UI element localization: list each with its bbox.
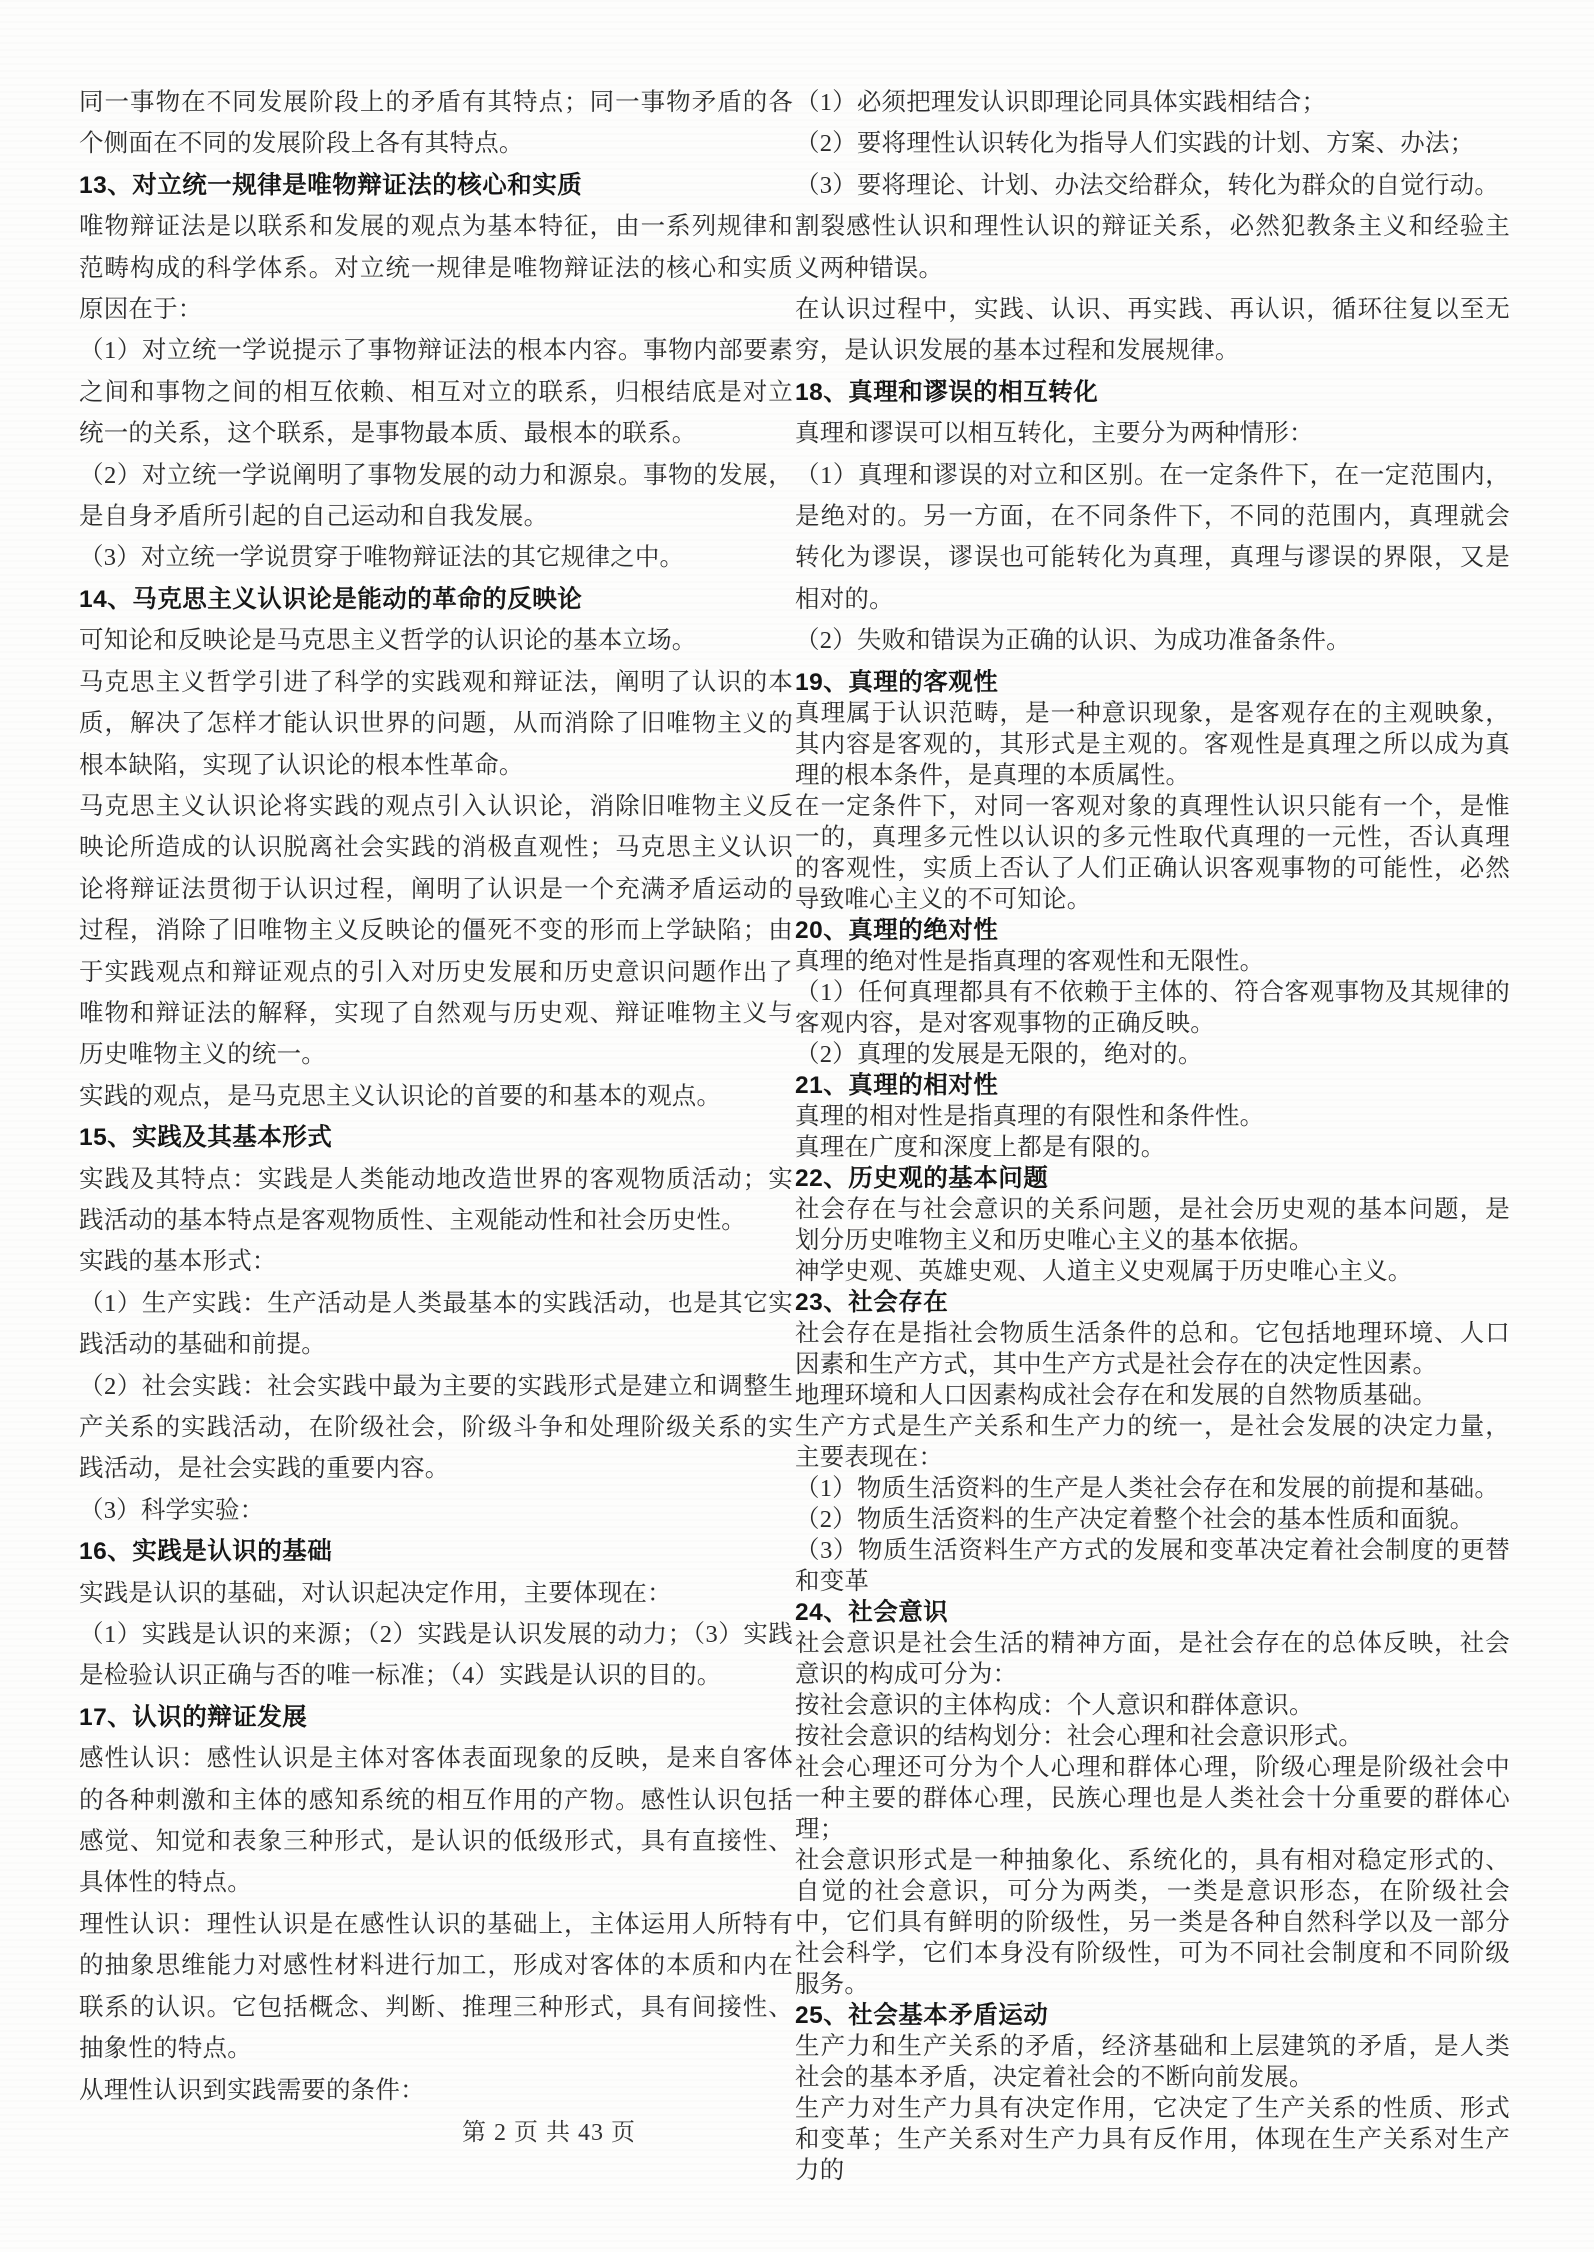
left-column (79, 82, 793, 2111)
paragraph: （3）物质生活资料生产方式的发展和变革决定着社会制度的更替和变革 (795, 1536, 1510, 1595)
paragraph: 感性认识：感性认识是主体对客体表面现象的反映，是来自客体的各种刺激和主体的感知系统的相互作用的产物。感性认识包括感觉、知觉和表象三种形式，是认识的低级形式，具有直接性、具体性的特点。 (79, 1745, 793, 1897)
section-heading: 22、历史观的基本问题 (795, 1164, 1049, 1192)
paragraph: 唯物辩证法是以联系和发展的观点为基本特征，由一系列规律和范畴构成的科学体系。对立统一规律是唯物辩证法的核心和实质原因在于： (79, 213, 793, 324)
paragraph: 社会意识是社会生活的精神方面，是社会存在的总体反映，社会意识的构成可分为： (795, 1629, 1510, 1688)
paragraph: 生产方式是生产关系和生产力的统一，是社会发展的决定力量，主要表现在： (795, 1412, 1510, 1471)
paragraph: 真理的相对性是指真理的有限性和条件性。 (795, 1102, 1265, 1130)
paragraph: 真理的绝对性是指真理的客观性和无限性。 (795, 947, 1265, 975)
paragraph: （1）必须把理发认识即理论同具体实践相结合； (795, 89, 1327, 116)
paragraph: 在一定条件下，对同一客观对象的真理性认识只能有一个，是惟一的，真理多元性以认识的多元性取代真理的一元性，否认真理的客观性，实质上否认了人们正确认识客观事物的可能性，必然导致唯心主义的不可知论。 (795, 792, 1510, 913)
paragraph: （1）对立统一学说提示了事物辩证法的根本内容。事物内部要素之间和事物之间的相互依赖、相互对立的联系，归根结底是对立统一的关系，这个联系，是事物最本质、最根本的联系。 (79, 337, 793, 448)
paragraph: 神学史观、英雄史观、人道主义史观属于历史唯心主义。 (795, 1257, 1413, 1285)
paragraph: （1）生产实践：生产活动是人类最基本的实践活动，也是其它实践活动的基础和前提。 (79, 1289, 793, 1359)
paragraph: （2）真理的发展是无限的，绝对的。 (795, 1040, 1203, 1068)
section-heading: 25、社会基本矛盾运动 (795, 2001, 1049, 2029)
paragraph: 实践的基本形式： (79, 1248, 277, 1276)
paragraph: （1）真理和谬误的对立和区别。在一定条件下，在一定范围内，是绝对的。另一方面，在不同条件下，不同的范围内，真理就会转化为谬误，谬误也可能转化为真理，真理与谬误的界限，又是相对的。 (795, 461, 1510, 613)
section-heading: 24、社会意识 (795, 1598, 949, 1626)
paragraph: 理性认识：理性认识是在感性认识的基础上，主体运用人所特有的抽象思维能力对感性材料进行加工，形成对客体的本质和内在联系的认识。它包括概念、判断、推理三种形式，具有间接性、抽象性的特点。 (79, 1910, 793, 2063)
paragraph: 从理性认识到实践需要的条件： (79, 2076, 425, 2104)
paragraph: （2）要将理性认识转化为指导人们实践的计划、方案、办法； (795, 130, 1475, 158)
paragraph: 实践及其特点：实践是人类能动地改造世界的客观物质活动；实践活动的基本特点是客观物质性、主观能动性和社会历史性。 (79, 1165, 793, 1234)
paragraph: 生产力和生产关系的矛盾，经济基础和上层建筑的矛盾，是人类社会的基本矛盾，决定着社会的不断向前发展。 (795, 2032, 1510, 2091)
paragraph: 真理在广度和深度上都是有限的。 (795, 1133, 1166, 1161)
paragraph: 生产力对生产力具有决定作用，它决定了生产关系的性质、形式和变革；生产关系对生产力具有反作用，体现在生产关系对生产力的 (795, 2094, 1510, 2184)
right-column-wide (795, 82, 1510, 662)
paragraph: 马克思主义哲学引进了科学的实践观和辩证法，阐明了认识的本质，解决了怎样才能认识世界的问题，从而消除了旧唯物主义的根本缺陷，实现了认识论的根本性革命。 (79, 668, 793, 779)
paragraph: （1）物质生活资料的生产是人类社会存在和发展的前提和基础。 (795, 1474, 1500, 1502)
paragraph: 真理属于认识范畴，是一种意识现象，是客观存在的主观映象，其内容是客观的，其形式是主观的。客观性是真理之所以成为真理的根本条件，是真理的本质属性。 (795, 699, 1510, 789)
paragraph: 实践是认识的基础，对认识起决定作用，主要体现在： (79, 1579, 672, 1607)
paragraph: （2）失败和错误为正确的认识、为成功准备条件。 (795, 627, 1351, 655)
paragraph: 实践的观点，是马克思主义认识论的首要的和基本的观点。 (79, 1082, 722, 1110)
paragraph: （3）对立统一学说贯穿于唯物辩证法的其它规律之中。 (79, 544, 685, 572)
section-heading: 16、实践是认识的基础 (79, 1538, 333, 1566)
paragraph: 在认识过程中，实践、认识、再实践、再认识，循环往复以至无穷，是认识发展的基本过程和发展规律。 (795, 296, 1510, 365)
paragraph: 社会存在是指社会物质生活条件的总和。它包括地理环境、人口因素和生产方式，其中生产方式是社会存在的决定性因素。 (795, 1319, 1510, 1378)
section-heading: 17、认识的辩证发展 (79, 1703, 308, 1731)
paragraph: 真理和谬误可以相互转化，主要分为两种情形： (795, 420, 1314, 448)
page-number: 第 2 页 共 43 页 (462, 2120, 636, 2146)
paragraph: （2）物质生活资料的生产决定着整个社会的基本性质和面貌。 (795, 1505, 1475, 1533)
paragraph: 按社会意识的主体构成：个人意识和群体意识。 (795, 1691, 1314, 1719)
paragraph: （2）社会实践：社会实践中最为主要的实践形式是建立和调整生产关系的实践活动，在阶级社会，阶级斗争和处理阶级关系的实践活动，是社会实践的重要内容。 (79, 1372, 793, 1483)
section-heading: 14、马克思主义认识论是能动的革命的反映论 (79, 585, 583, 613)
section-heading: 19、真理的客观性 (795, 668, 999, 696)
paragraph: （3）科学实验： (79, 1496, 265, 1524)
paragraph: 同一事物在不同发展阶段上的矛盾有其特点；同一事物矛盾的各个侧面在不同的发展阶段上各有其特点。 (79, 89, 793, 158)
paragraph: 社会存在与社会意识的关系问题，是社会历史观的基本问题，是划分历史唯物主义和历史唯心主义的基本依据。 (795, 1195, 1510, 1254)
paragraph: 地理环境和人口因素构成社会存在和发展的自然物质基础。 (795, 1381, 1438, 1409)
paragraph: 马克思主义认识论将实践的观点引入认识论，消除旧唯物主义反映论所造成的认识脱离社会实践的消极直观性；马克思主义认识论将辩证法贯彻于认识过程，阐明了认识是一个充满矛盾运动的过程，消除了旧唯物主义反映论的僵死不变的形而上学缺陷；由于实践观点和辩证观点的引入对历史发展和历史意识问题作出了唯物和辩证法的解释，实现了自然观与历史观、辩证唯物主义与历史唯物主义的统一。 (79, 792, 793, 1069)
paragraph: （3）要将理论、计划、办法交给群众，转化为群众的自觉行动。 (795, 171, 1500, 199)
section-heading: 18、真理和谬误的相互转化 (795, 378, 1099, 406)
section-heading: 23、社会存在 (795, 1288, 949, 1316)
paragraph: （2）对立统一学说阐明了事物发展的动力和源泉。事物的发展，是自身矛盾所引起的自己运动和自我发展。 (79, 461, 793, 531)
section-heading: 13、对立统一规律是唯物辩证法的核心和实质 (79, 171, 583, 199)
right-column-tight (795, 667, 1510, 2186)
paragraph: （1）实践是认识的来源；（2）实践是认识发展的动力；（3）实践是检验认识正确与否的唯一标准；（4）实践是认识的目的。 (79, 1621, 793, 1690)
section-heading: 20、真理的绝对性 (795, 916, 999, 944)
paragraph: 割裂感性认识和理性认识的辩证关系，必然犯教条主义和经验主义两种错误。 (795, 213, 1510, 282)
section-heading: 15、实践及其基本形式 (79, 1124, 333, 1152)
paragraph: 社会意识形式是一种抽象化、系统化的，具有相对稳定形式的、自觉的社会意识，可分为两类，一类是意识形态，在阶级社会中，它们具有鲜明的阶级性，另一类是各种自然科学以及一部分社会科学，它们本身没有阶级性，可为不同社会制度和不同阶级服务。 (795, 1846, 1510, 1998)
paragraph: （1）任何真理都具有不依赖于主体的、符合客观事物及其规律的客观内容，是对客观事物的正确反映。 (795, 978, 1510, 1037)
paragraph: 社会心理还可分为个人心理和群体心理，阶级心理是阶级社会中一种主要的群体心理，民族心理也是人类社会十分重要的群体心理； (795, 1753, 1510, 1843)
right-column (795, 82, 1510, 2186)
paragraph: 按社会意识的结构划分：社会心理和社会意识形式。 (795, 1722, 1364, 1750)
paragraph: 可知论和反映论是马克思主义哲学的认识论的基本立场。 (79, 627, 697, 655)
section-heading: 21、真理的相对性 (795, 1071, 999, 1099)
